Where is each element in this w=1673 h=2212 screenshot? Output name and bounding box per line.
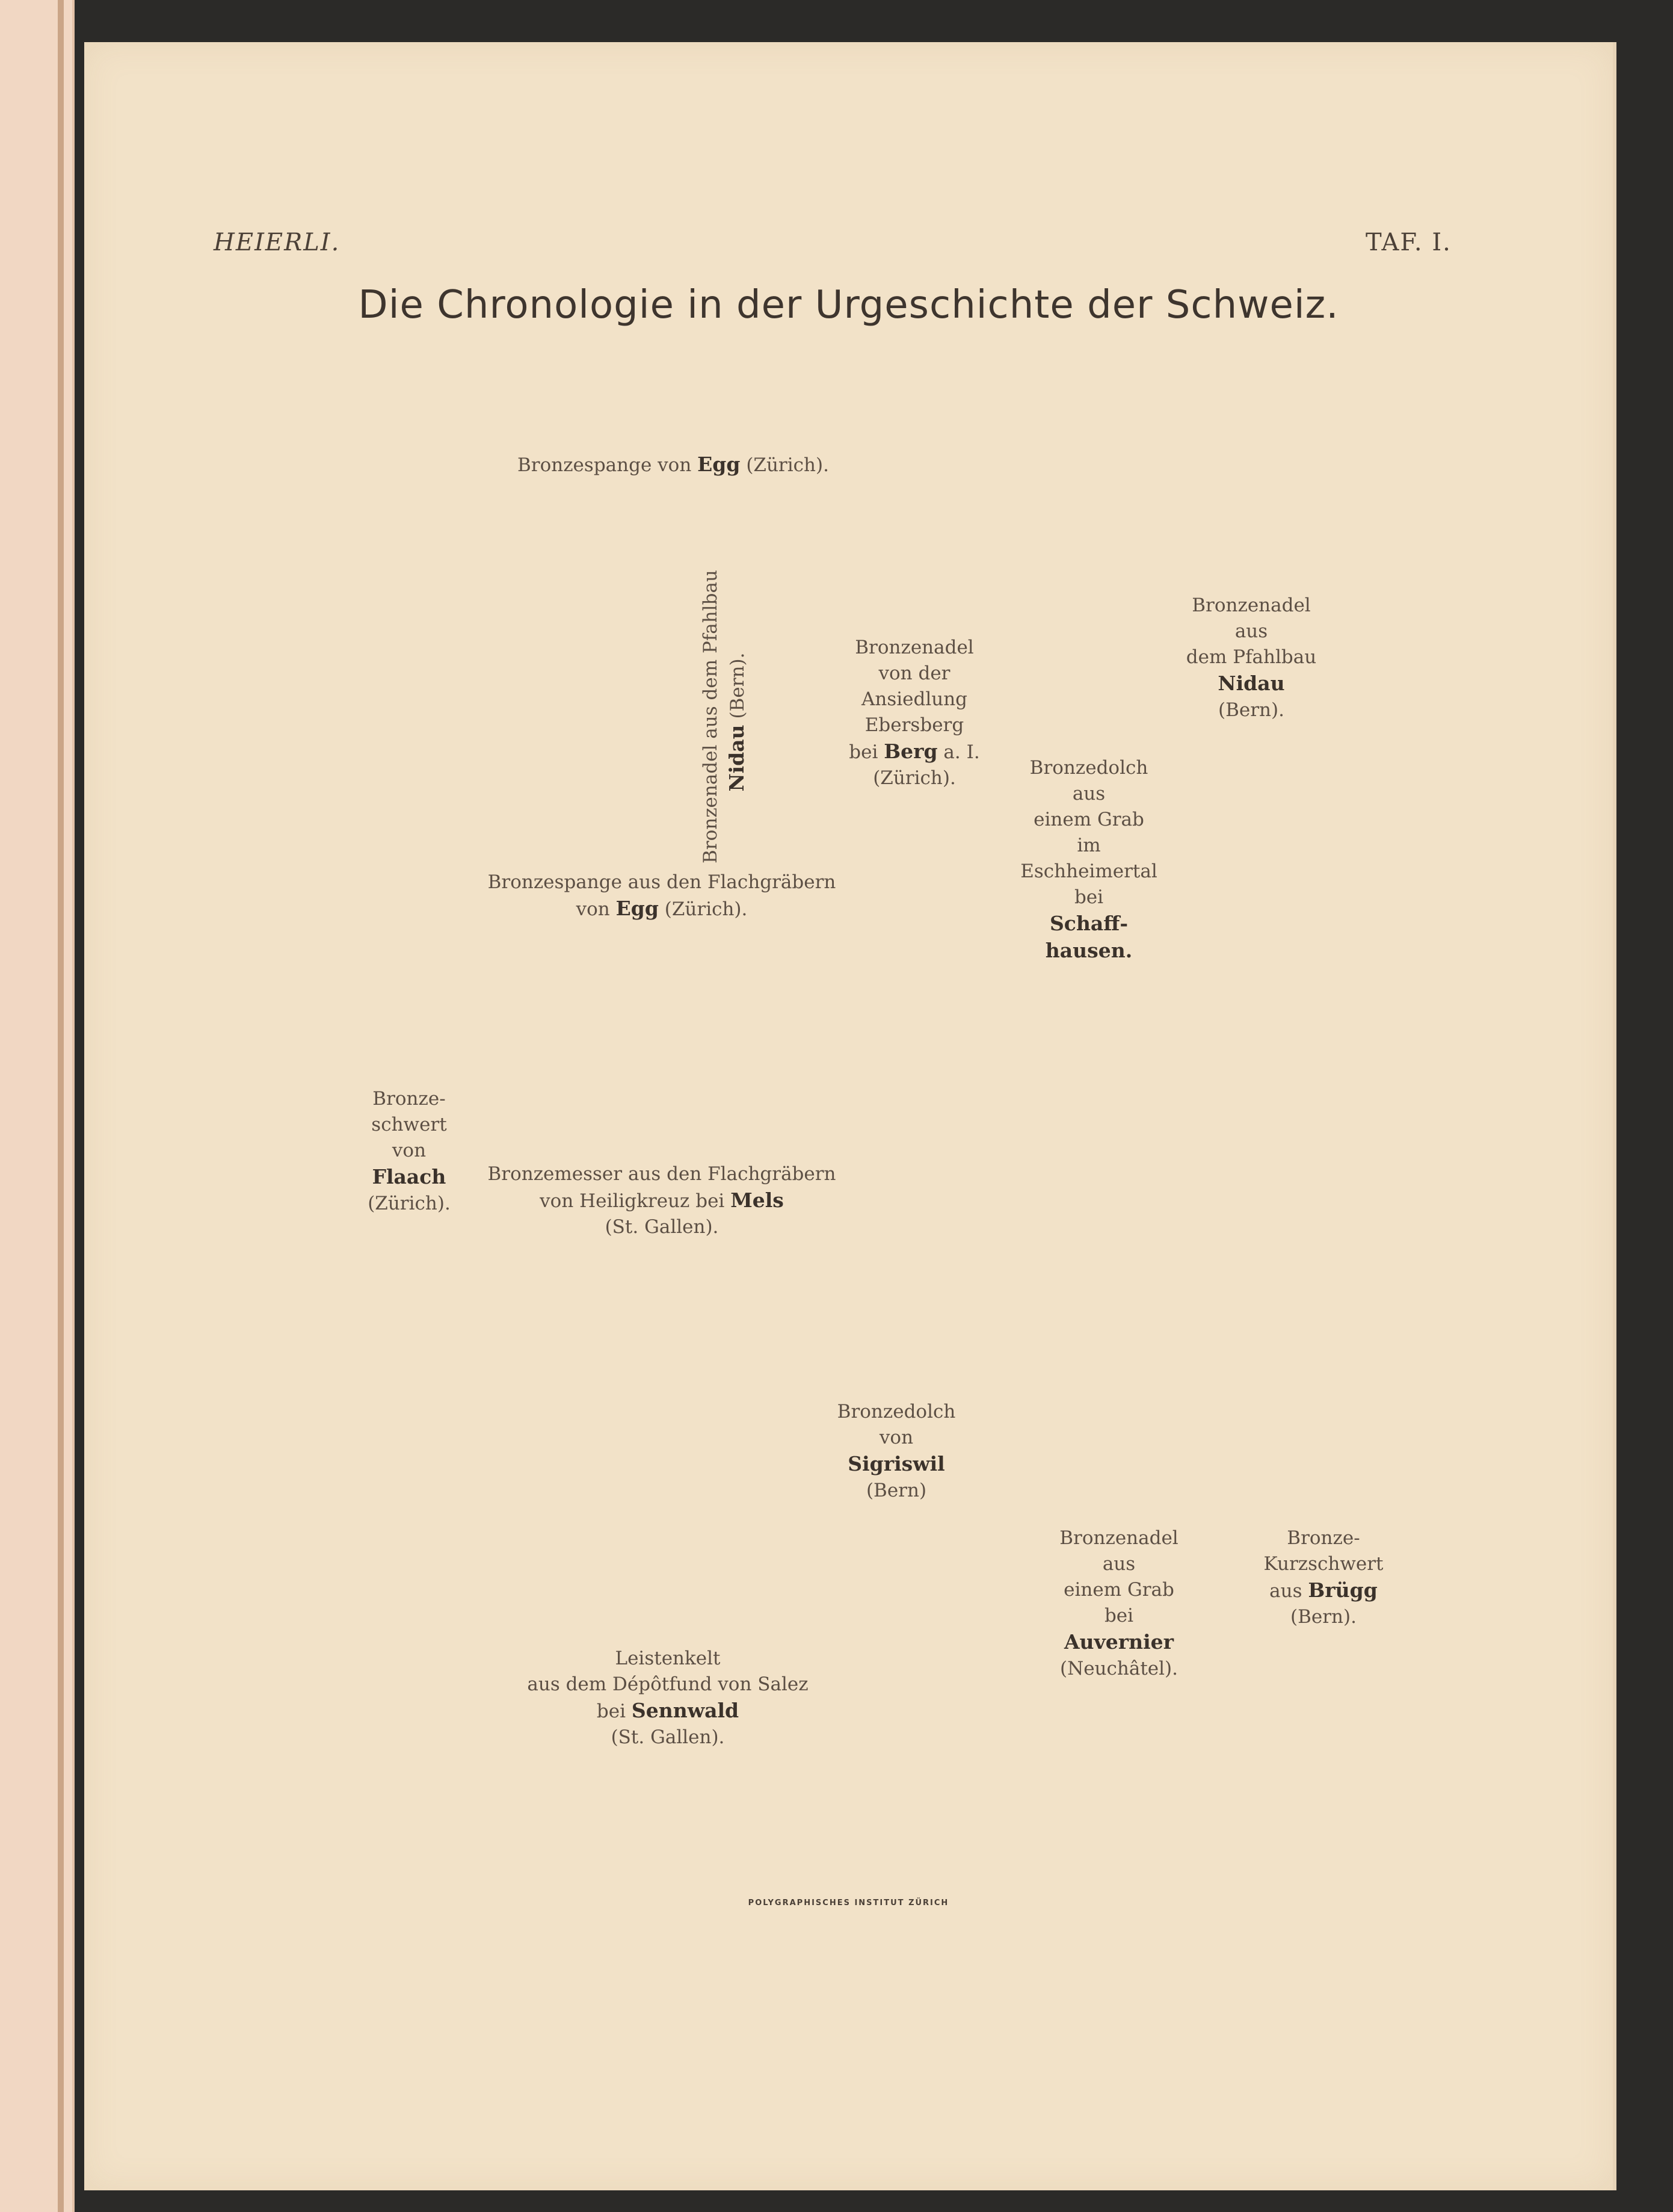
- caption-egg-flachgraeber: Bronzespange aus den Flachgräbern von Egg (Zürich).: [487, 871, 836, 920]
- printer-imprint: POLYGRAPHISCHES INSTITUT ZÜRICH: [748, 1898, 949, 1908]
- caption-sigriswil: Bronzedolch von Sigriswil (Bern): [837, 1401, 956, 1501]
- author-header: HEIERLI.: [214, 229, 340, 256]
- plate-number: TAF. I.: [1366, 229, 1452, 256]
- book-spine-strip: [58, 0, 64, 2212]
- page-title: Die Chronologie in der Urgeschichte der Schweiz.: [358, 283, 1339, 327]
- caption-schaffhausen: Bronzedolch aus einem Grab im Eschheimertal bei Schaff- hausen.: [1020, 757, 1157, 962]
- caption-egg-top: Bronzespange von Egg (Zürich).: [517, 453, 829, 476]
- caption-nidau-right: Bronzenadel aus dem Pfahlbau Nidau (Bern).: [1186, 595, 1317, 721]
- caption-mels: Bronzemesser aus den Flachgräbern von Heiligkreuz bei Mels (St. Gallen).: [487, 1163, 836, 1238]
- caption-flaach: Bronze- schwert von Flaach (Zürich).: [368, 1088, 451, 1214]
- caption-bruegg: Bronze- Kurzschwert aus Brügg (Bern).: [1263, 1527, 1384, 1628]
- caption-sennwald: Leistenkelt aus dem Dépôtfund von Salez bei Sennwald (St. Gallen).: [527, 1648, 809, 1748]
- caption-berg: Bronzenadel von der Ansiedlung Ebersberg bei Berg a. I. (Zürich).: [849, 637, 980, 789]
- caption-auvernier: Bronzenadel aus einem Grab bei Auvernier (Neuchâtel).: [1059, 1527, 1178, 1679]
- plate-page: [84, 42, 1616, 2190]
- caption-nidau-vertical: Bronzenadel aus dem Pfahlbau Nidau (Bern).: [700, 570, 748, 863]
